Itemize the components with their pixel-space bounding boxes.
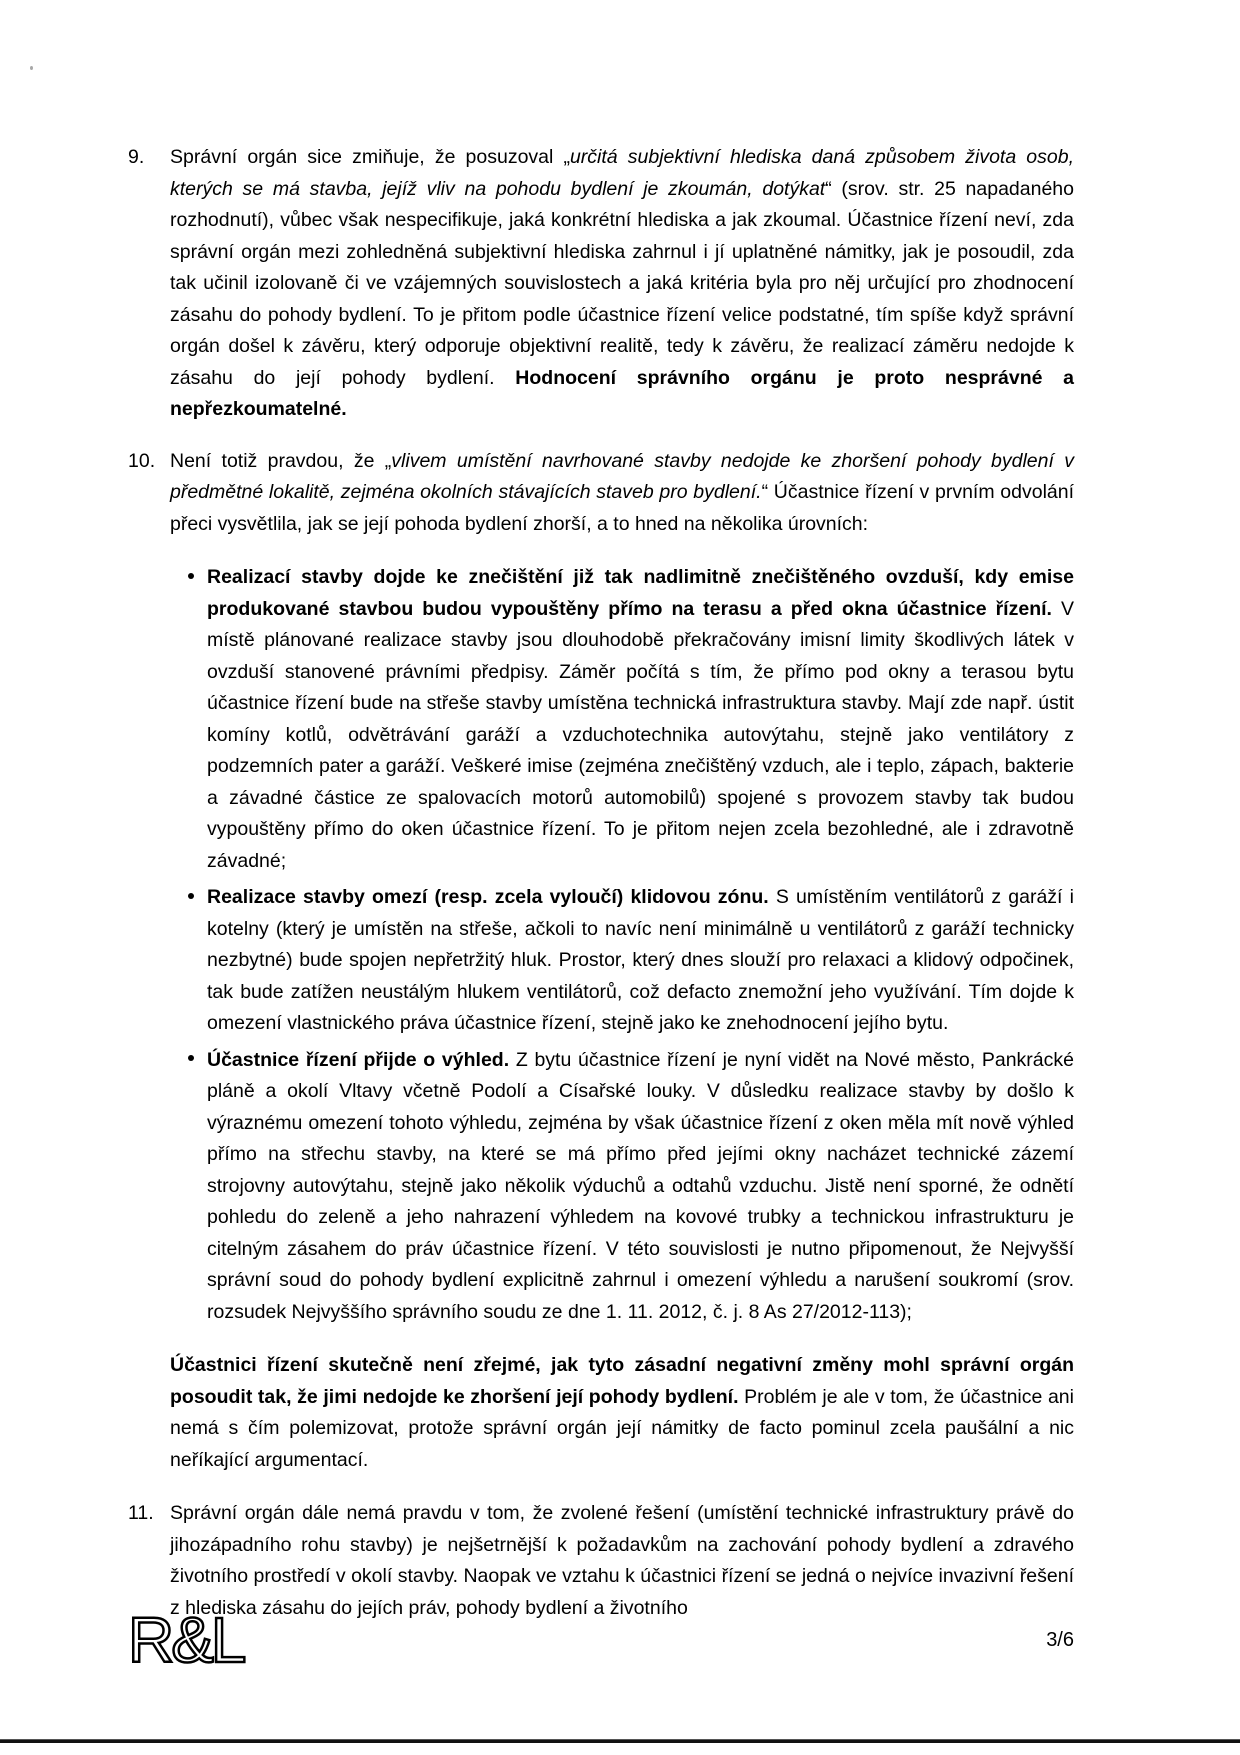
text-run-bold: Hodnocení správního orgánu je proto nesprávné a nepřezkoumatelné. [170, 366, 1075, 420]
list-body-11: Správní orgán dále nemá pravdu v tom, že zvolené řešení (umístění technické infrastruktury právě do jihozápadního rohu stavby) je nejšetrnější k požadavkům na zachování pohody bydlení a zdravého životního prostředí v okolí stavby. Naopak ve vztahu k účastnici řízení se jedná o nejvíce invazivní řešení z hlediska zásahu do jejích práv, pohody bydlení a životního [170, 1502, 1074, 1619]
list-body-9 [170, 142, 1074, 426]
bullet-marker-icon [170, 882, 207, 914]
bullet-text: V místě plánované realizace stavby jsou dlouhodobě překračovány imisní limity škodlivých látek v ovzduší stanovené právními předpisy. Záměr počítá s tím, že přímo pod okny a terasou bytu účastnice řízení bude na střeše stavby umístěna technická infrastruktura stavby. Mají zde např. ústit komíny kotlů, odvětrávání garáží a vzduchotechnika autovýtahu, stejně jako ventilátory z podzemních pater a garáží. Veškeré imise (zejména znečištěný vzduch, ale i teplo, zápach, bakterie a závadné částice ze spalovacích motorů automobilů) spojené s provozem stavby tak budou vypouštěny přímo do oken účastnice řízení. To je přitom nejen zcela bezohledné, ale i zdravotně závadné; [207, 597, 1074, 872]
list-body-10-closing [170, 1350, 1074, 1476]
bullet-lead-bold: Účastnice řízení přijde o výhled. [207, 1048, 510, 1071]
bullet-item-quiet-zone [170, 882, 1074, 1040]
list-number-10: 10. [128, 449, 156, 472]
list-number-9: 9. [128, 146, 145, 168]
text-run: “ (srov. str. 25 napadaného rozhodnutí), vůbec však nespecifikuje, jaká konkrétní hlediska a jak zkoumal. Účastnice řízení neví, zda správní orgán mezi zohledněná subjektivní hlediska zahrnul i jí uplatněné námitky, jak je posoudil, zda tak učinil izolovaně či ve vzájemných souvislostech a jaká kritéria byla pro něj určující pro zhodnocení zásahu do pohody bydlení. To je přitom podle účastnice řízení velice podstatné, tím spíše když správní orgán došel k závěru, který odporuje objektivní realitě, tedy k závěru, že realizací záměru nedojde k zásahu do její pohody bydlení. [170, 177, 1074, 389]
bullet-item-view-loss [170, 1045, 1074, 1329]
bullet-text: Z bytu účastnice řízení je nyní vidět na Nové město, Pankrácké pláně a okolí Vltavy včetně Podolí a Císařské louky. V důsledku realizace stavby by došlo k výraznému omezení tohoto výhledu, zejména by však účastnice řízení z oken měla mít nově výhled přímo na střechu stavby, na které se má přímo před jejími okny nacházet technické zázemí strojovny autovýtahu, stejně jako několik výduchů a odtahů vzduchu. Jistě není sporné, že odnětí pohledu do zeleně a jeho nahrazení výhledem na kovové trubky a technickou infrastrukturu je citelným zásahem do práv účastnice řízení. V této souvislosti je nutno připomenout, že Nejvyšší správní soud do pohody bydlení explicitně zahrnul i omezení výhledu a narušení soukromí (srov. rozsudek Nejvyššího správního soudu ze dne 1. 11. 2012, č. j. 8 As 27/2012-113); [207, 1048, 1074, 1323]
text-run: Správní orgán sice zmiňuje, že posuzoval „ [170, 146, 570, 168]
bullet-body [207, 562, 1074, 877]
list-body-10-intro [170, 446, 1074, 541]
scan-artifact-bottom [0, 1740, 1240, 1743]
scan-artifact-left [30, 66, 33, 70]
bullet-text: S umístěním ventilátorů z garáží i kotelny (který je umístěn na střeše, ačkoli to navíc není minimálně u ventilátorů z garáží technicky nezbytné) bude spojen nepřetržitý hluk. Prostor, který dnes slouží pro relaxaci a klidový odpočinek, tak bude zatížen neustálým hlukem ventilátorů, což defacto znemožní jeho využívání. Tím dojde k omezení vlastnického práva účastnice řízení, stejně jako ke znehodnocení jejího bytu. [207, 886, 1074, 1034]
page-footer [128, 1604, 1074, 1676]
list-number-11: 11. [128, 1502, 154, 1524]
list-item-11 [128, 1498, 1074, 1624]
bullet-marker-icon [170, 562, 207, 594]
page-number: 3/6 [1046, 1629, 1074, 1651]
bullet-item-air-pollution [170, 562, 1074, 877]
text-run: Není totiž pravdou, že „ [170, 449, 392, 472]
bullet-body [207, 1045, 1074, 1329]
list-item-9 [128, 142, 1074, 426]
text-run-italic: určitá subjektivní hlediska daná způsobem života osob, kterých se má stavba, jejíž vliv na pohodu bydlení je zkoumán, dotýkat [170, 146, 1074, 200]
bullet-lead-bold: Realizace stavby omezí (resp. zcela vyloučí) klidovou zónu. [207, 886, 769, 908]
text-run: Problém je ale v tom, že účastnice ani nemá s čím polemizovat, protože správní orgán její námitky de facto pominul zcela paušální a nic neříkající argumentací. [170, 1385, 1074, 1471]
text-run-italic: vlivem umístění navrhované stavby nedojde ke zhoršení pohody bydlení v předmětné lokalitě, zejména okolních stávajících staveb pro bydlení. [170, 449, 1074, 503]
bullet-lead-bold: Realizací stavby dojde ke znečištění již tak nadlimitně znečištěného ovzduší, kdy emise produkované stavbou budou vypouštěny přímo na terasu a před okna účastnice řízení. [207, 566, 1074, 620]
bullet-marker-icon [170, 1045, 207, 1077]
company-logo: R&L [128, 1604, 244, 1676]
text-run-bold: Účastnici řízení skutečně není zřejmé, jak tyto zásadní negativní změny mohl správní orgán posoudit tak, že jimi nedojde ke zhoršení její pohody bydlení. [170, 1354, 1074, 1408]
text-run: “ Účastnice řízení v prvním odvolání přeci vysvětlila, jak se její pohoda bydlení zhorší, a to hned na několika úrovních: [170, 481, 1075, 535]
bullet-list [170, 562, 1074, 1328]
bullet-body [207, 882, 1074, 1040]
document-body [128, 142, 1074, 1644]
list-item-10 [128, 446, 1074, 541]
